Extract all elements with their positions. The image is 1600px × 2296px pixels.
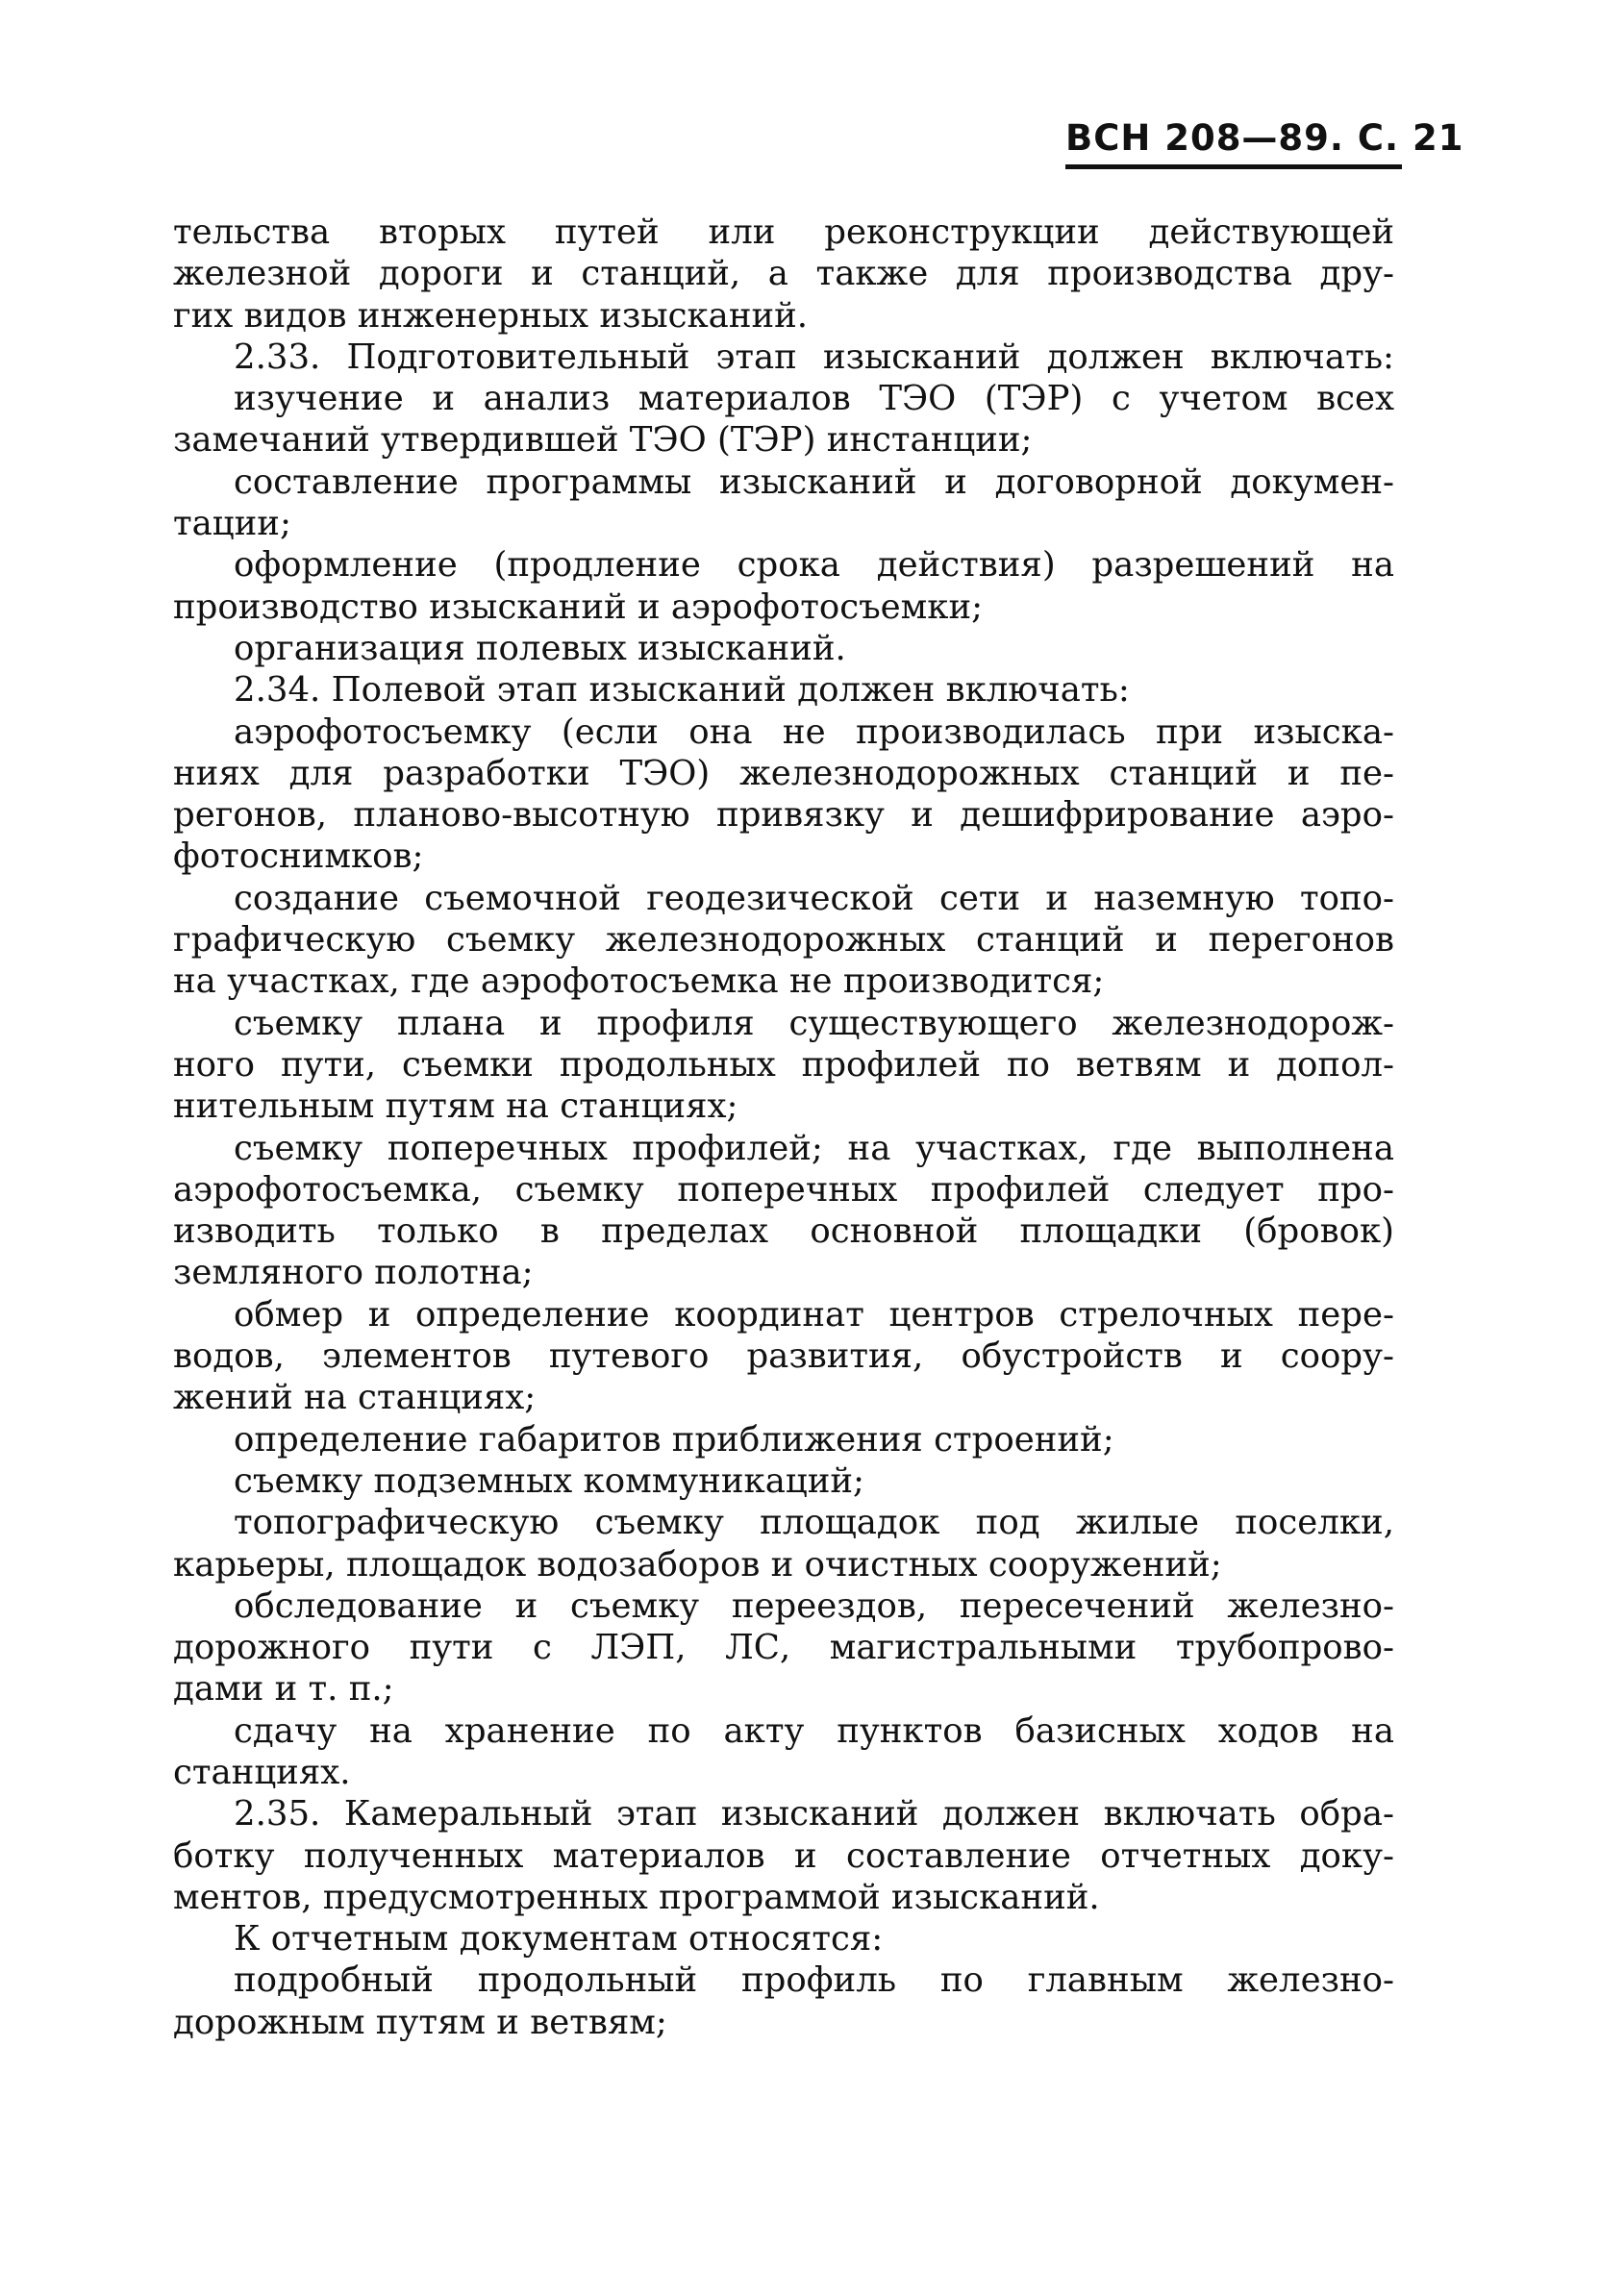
text-line: К отчетным документам относятся: (234, 1919, 884, 1959)
running-header: ВСН 208—89. С. 21 (1065, 117, 1402, 169)
text-line: топографическую съемку площадок под жилые поселки, (234, 1503, 1394, 1543)
text-line: тации; (173, 504, 291, 544)
text-line: подробный продольный профиль по главным железно- (234, 1960, 1394, 2001)
text-line: замечаний утвердившей ТЭО (ТЭР) инстанции; (173, 420, 1033, 461)
text-line: графическую съемку железнодорожных станций и перегонов (173, 920, 1394, 961)
text-line: дорожного пути с ЛЭП, ЛС, магистральными трубопрово- (173, 1628, 1394, 1668)
text-line: гих видов инженерных изысканий. (173, 295, 809, 336)
text-line: аэрофотосъемка, съемку поперечных профилей следует про- (173, 1169, 1394, 1210)
text-line: жений на станциях; (173, 1378, 537, 1418)
text-line: ниях для разработки ТЭО) железнодорожных станций и пе- (173, 753, 1394, 793)
text-line: 2.34. Полевой этап изысканий должен включать: (234, 670, 1130, 711)
text-line: определение габаритов приближения строений; (234, 1419, 1114, 1460)
text-line: нительным путям на станциях; (173, 1086, 738, 1127)
body-text (173, 212, 1394, 2043)
text-line: станциях. (173, 1752, 351, 1792)
text-line: земляного полотна; (173, 1253, 534, 1293)
text-line: 2.33. Подготовительный этап изысканий должен включать: (234, 337, 1394, 377)
text-line: сдачу на хранение по акту пунктов базисных ходов на (234, 1710, 1394, 1751)
text-line: ного пути, съемки продольных профилей по ветвям и допол- (173, 1044, 1394, 1085)
text-line: съемку плана и профиля существующего железнодорож- (234, 1003, 1394, 1043)
text-line: регонов, планово-высотную привязку и дешифрирование аэро- (173, 795, 1394, 836)
text-line: составление программы изысканий и договорной докумен- (234, 462, 1394, 502)
text-line: 2.35. Камеральный этап изысканий должен включать обра- (234, 1794, 1394, 1834)
text-line: съемку поперечных профилей; на участках, где выполнена (234, 1128, 1394, 1168)
text-line: аэрофотосъемку (если она не производилась при изыска- (234, 711, 1394, 752)
text-line: обследование и съемку переездов, пересечений железно- (234, 1585, 1394, 1626)
text-line: обмер и определение координат центров стрелочных пере- (234, 1294, 1394, 1335)
text-line: съемку подземных коммуникаций; (234, 1460, 865, 1501)
text-line: на участках, где аэрофотосъемка не производится; (173, 961, 1105, 1002)
text-line: оформление (продление срока действия) разрешений на (234, 545, 1394, 586)
text-line: карьеры, площадок водозаборов и очистных сооружений; (173, 1544, 1222, 1585)
text-line: ментов, предусмотренных программой изысканий. (173, 1877, 1100, 1917)
text-line: дами и т. п.; (173, 1669, 394, 1710)
text-line: фотоснимков; (173, 836, 424, 877)
text-line: тельства вторых путей или реконструкции действующей (173, 212, 1394, 252)
text-line: ботку полученных материалов и составление отчетных доку- (173, 1835, 1394, 1876)
text-line: организация полевых изысканий. (234, 628, 846, 668)
text-line: изучение и анализ материалов ТЭО (ТЭР) с учетом всех (234, 379, 1394, 419)
text-line: создание съемочной геодезической сети и наземную топо- (234, 878, 1394, 918)
text-line: железной дороги и станций, а также для производства дру- (173, 254, 1394, 294)
text-line: изводить только в пределах основной площадки (бровок) (173, 1211, 1394, 1252)
text-line: дорожным путям и ветвям; (173, 2002, 667, 2042)
text-line: производство изысканий и аэрофотосъемки; (173, 586, 984, 627)
text-line: водов, элементов путевого развития, обустройств и соору- (173, 1336, 1394, 1377)
